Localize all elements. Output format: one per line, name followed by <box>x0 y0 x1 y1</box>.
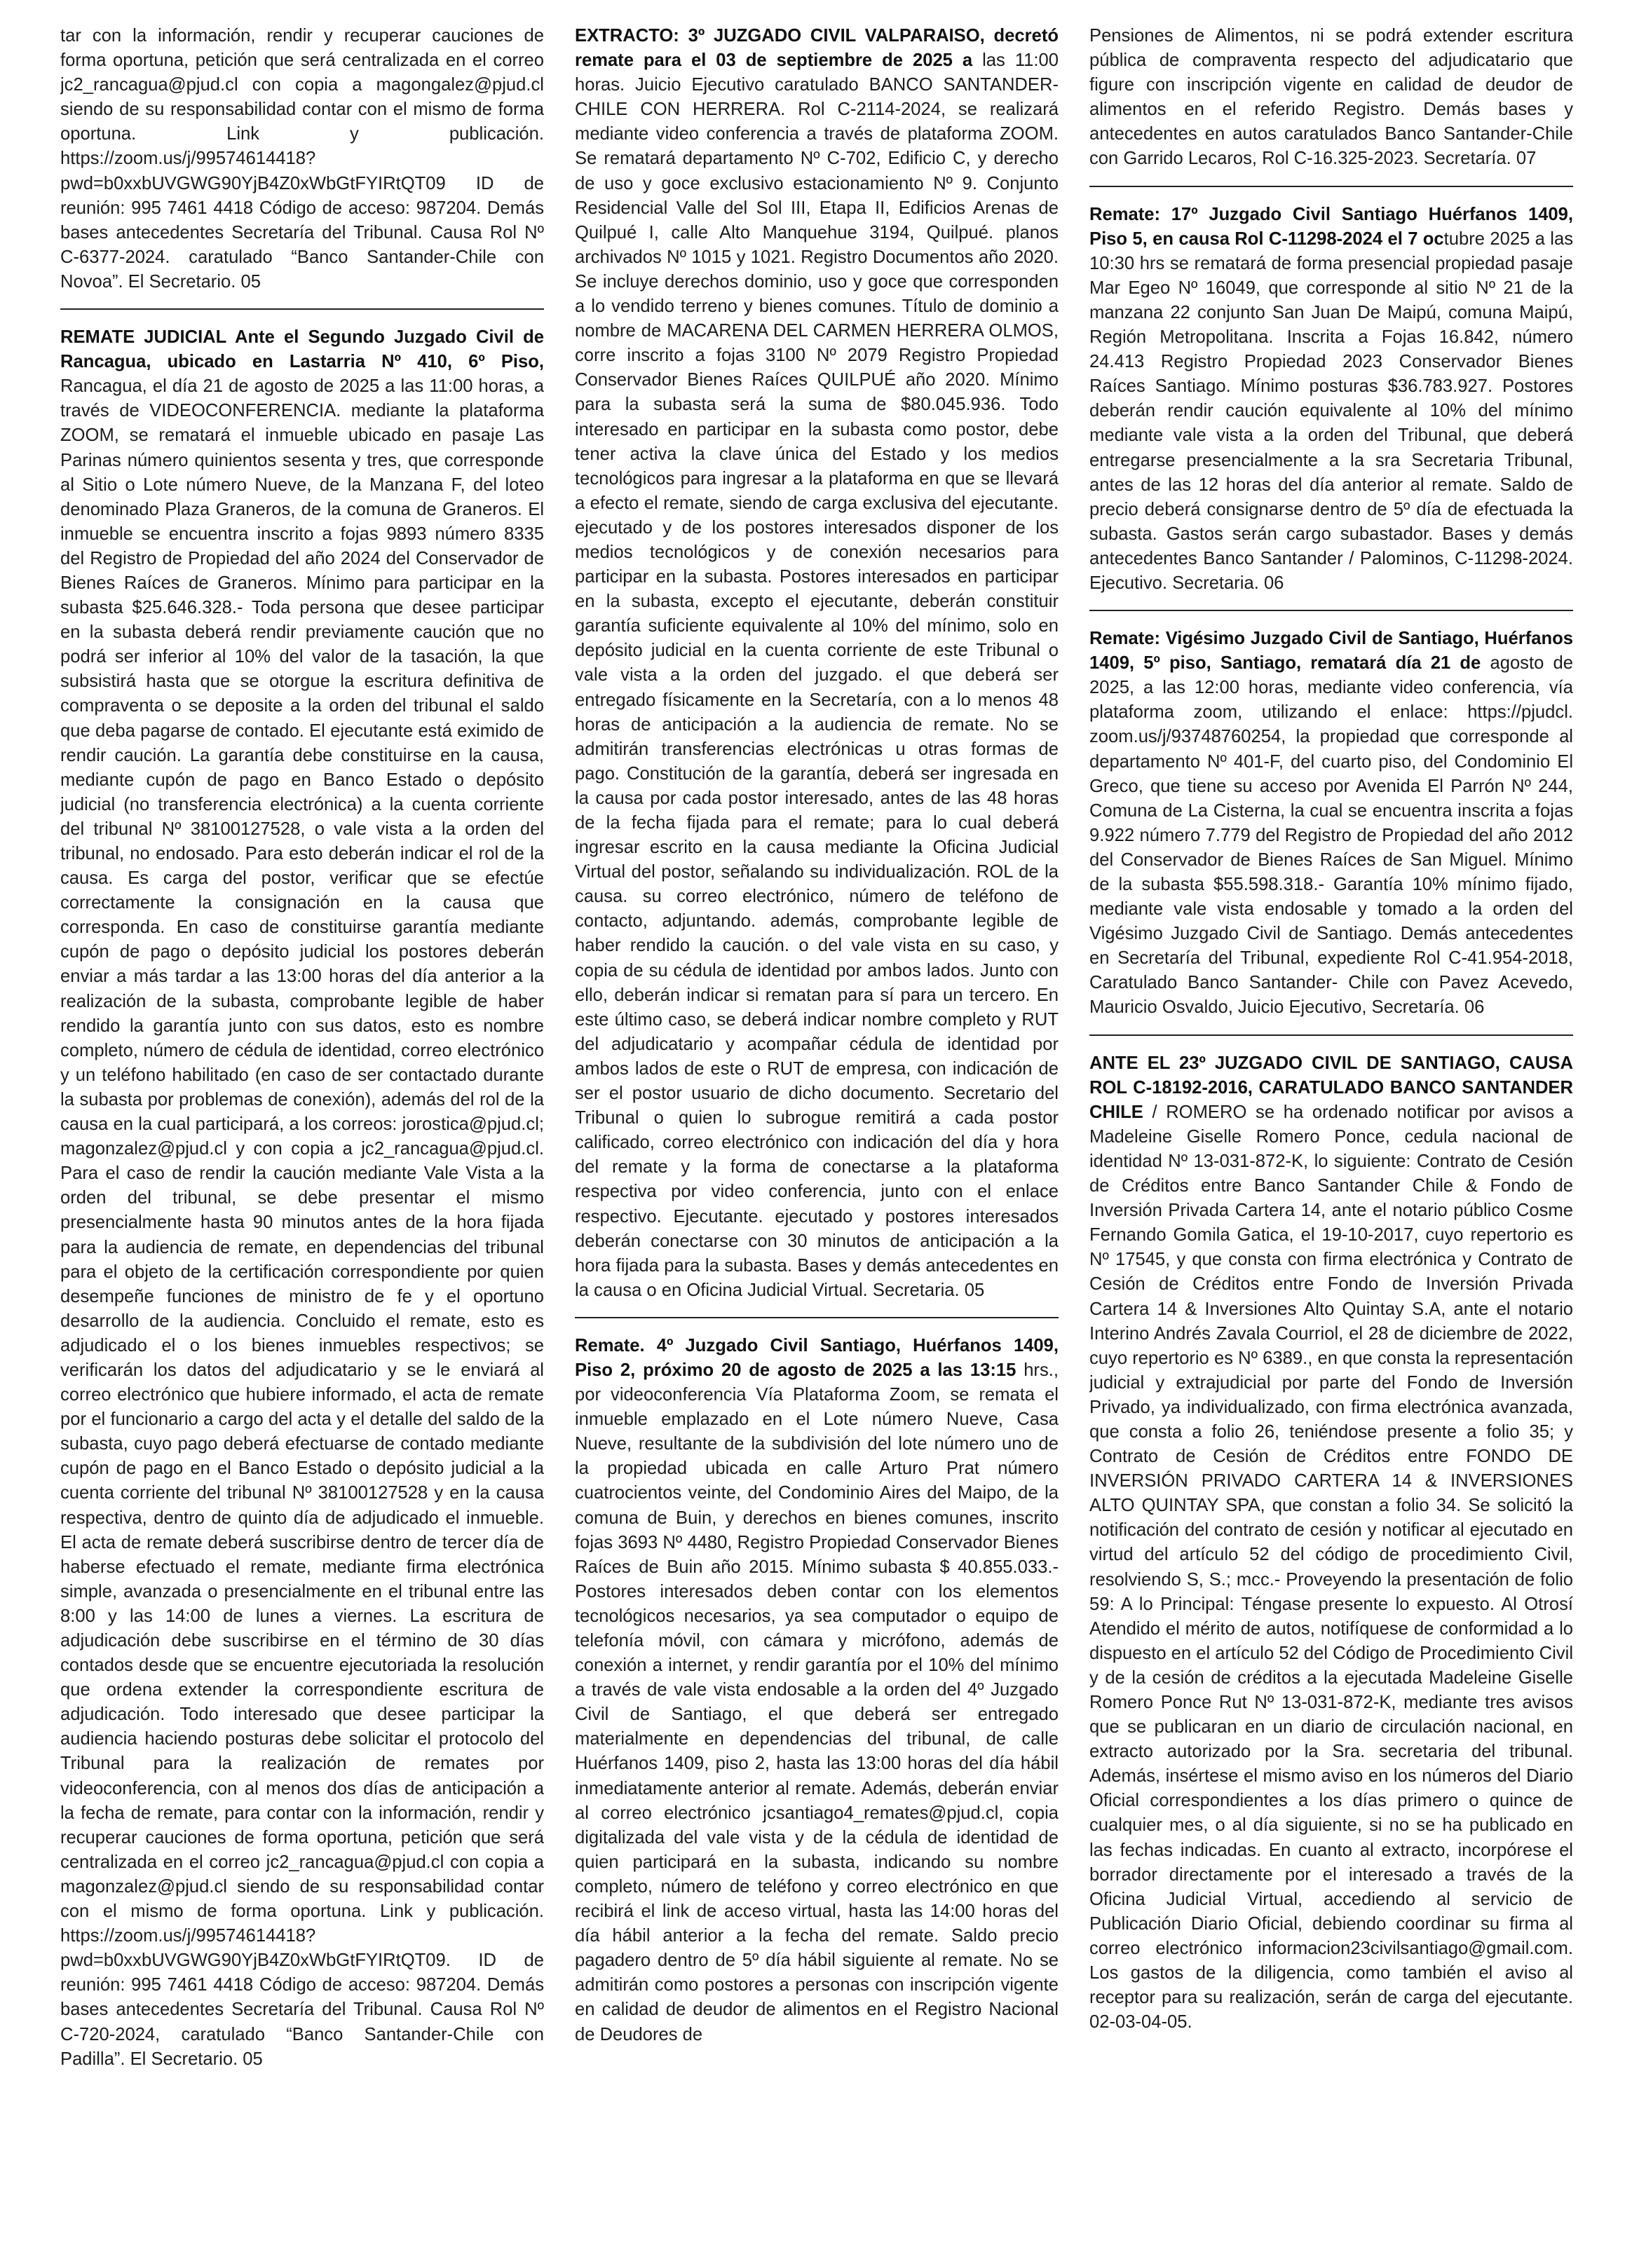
notice-heading: Remate: Vigésimo Juzgado Civil de Santiago, Huérfanos 1409, 5º piso, Santiago, rematará día 21 de <box>1089 629 1573 674</box>
column-1 <box>60 24 544 2246</box>
notice-separator <box>1089 610 1573 611</box>
notice-body: tar con la información, rendir y recuperar cauciones de forma oportuna, petición que será centralizada en el correo jc2_rancagua@pjud.cl con copia a magongalez@pjud.cl siendo de su responsabilidad contar con el mismo de forma oportuna. Link y publicación. https://zoom.us/j/99574614418?pwd=b0xxbUVGWG90YjB4Z0xWbGtFYIRtQT09 ID de reunión: 995 7461 4418 Código de acceso: 987204. Demás bases antecedentes Secretaría del Tribunal. Causa Rol Nº C-6377-2024. caratulado “Banco Santander-Chile con Novoa”. El Secretario. 05 <box>60 26 544 292</box>
notice-body: hrs., por videoconferencia Vía Plataforma Zoom, se remata el inmueble emplazado en el Lote número Nueve, Casa Nueve, resultante de la subdivisión del lote número uno de la propiedad ubicada en calle Arturo Prat número cuatrocientos veinte, del Condominio Aires del Maipo, de la comuna de Buin, y derechos en bienes comunes, inscrito fojas 3693 Nº 4480, Registro Propiedad Conservador Bienes Raíces de Buin año 2015. Mínimo subasta $ 40.855.033.- Postores interesados deben contar con los elementos tecnológicos necesarios, ya sea computador o equipo de telefonía móvil, con cámara y micrófono, además de conexión a internet, y rendir garantía por el 10% del mínimo a través de vale vista endosable a la orden del 4º Juzgado Civil de Santiago, el que deberá ser entregado materialmente en dependencias del tribunal, de calle Huérfanos 1409, piso 2, hasta las 13:00 horas del día hábil inmediatamente anterior al remate. Además, deberán enviar al correo electrónico jcsantiago4_remates@pjud.cl, copia digitalizada del vale vista y de la cédula de identidad de quien participará en la subasta, indicando su nombre completo, número de teléfono y correo electrónico en que recibirá el link de acceso virtual, hasta las 14:00 horas del día hábil anterior a la fecha del remate. Saldo precio pagadero dentro de 5º día hábil siguiente al remate. No se admitirán como postores a personas con inscripción vigente en calidad de deudor de alimentos en el Registro Nacional de Deudores de <box>575 1360 1059 2044</box>
notice-heading: EXTRACTO: 3º JUZGADO CIVIL VALPARAISO, decretó remate para el 03 de septiembre de 2025 a <box>575 26 1059 71</box>
notice-body: las 11:00 horas. Juicio Ejecutivo caratulado BANCO SANTANDER-CHILE CON HERRERA. Rol C-2114-2024, se realizará mediante video conferencia a través de plataforma ZOOM. Se rematará departamento Nº C-702, Edificio C, y derecho de uso y goce exclusivo estacionamiento Nº 9. Conjunto Residencial Valle del Sol III, Etapa II, Edificios Arenas de Quilpué I, calle Alto Manquehue 3194, Quilpué. planos archivados Nº 1015 y 1021. Registro Documentos año 2020. Se incluye derechos dominio, uso y goce que corresponden a lo vendido terreno y bienes comunes. Título de dominio a nombre de MACARENA DEL CARMEN HERRERA OLMOS, corre inscrito a fojas 3100 Nº 2079 Registro Propiedad Conservador Bienes Raíces QUILPUÉ año 2020. Mínimo para la subasta será la suma de $80.045.936. Todo interesado en participar en la subasta como postor, debe tener activa la clave única del Estado y los medios tecnológicos para ingresar a la plataforma en que se llevará a efecto el remate, siendo de carga exclusiva del ejecutante. ejecutado y de los postores interesados disponer de los medios tecnológicos y de conexión necesarios para participar en la subasta. Postores interesados en participar en la subasta, excepto el ejecutante, deberán constituir garantía suficiente equivalente al 10% del mínimo, solo en depósito judicial en la cuenta corriente de este Tribunal o vale vista a la orden del juzgado. el que deberá ser entregado físicamente en la Secretaría, con a lo menos 48 horas de anticipación a la audiencia de remate. No se admitirán transferencias electrónicas u otras formas de pago. Constitución de la garantía, deberá ser ingresada en la causa por cada postor interesado, antes de las 48 horas de la fecha fijada para el remate; para lo cual deberá ingresar escrito en la causa mediante la Oficina Judicial Virtual del postor, señalando su individualización. ROL de la causa. su correo electrónico, número de teléfono de contacto, adjuntando. además, comprobante legible de haber rendido la caución. o del vale vista en su caso, y copia de su cédula de identidad por ambos lados. Junto con ello, deberán indicar si rematan para sí para un tercero. En este último caso, se deberá indicar nombre completo y RUT del adjudicatario y acompañar cédula de identidad por ambos lados de este o RUT de empresa, con indicación de ser el postor usuario de dicho documento. Secretario del Tribunal o quien lo subrogue remitirá a cada postor calificado, correo electrónico con indicación del día y hora del remate y la forma de conectarse a la plataforma respectiva por video conferencia, junto con el enlace respectivo. Ejecutante. ejecutado y postores interesados deberán conectarse con 30 minutos de anticipación a la hora fijada para la subasta. Bases y demás antecedentes en la causa o en Oficina Judicial Virtual. Secretaria. 05 <box>575 50 1059 1300</box>
column-3 <box>1089 24 1573 2246</box>
notice-remate-4-juzgado-santiago <box>575 1334 1059 2057</box>
notice-heading: Remate. 4º Juzgado Civil Santiago, Huérfanos 1409, Piso 2, próximo 20 de agosto de 2025 a las 13:15 <box>575 1335 1059 1380</box>
notice-remate-rancagua-padilla <box>60 325 544 2082</box>
notice-separator <box>575 1317 1059 1318</box>
notice-separator <box>60 308 544 310</box>
notice-separator <box>1089 1034 1573 1036</box>
notice-heading: ANTE EL 23º JUZGADO CIVIL DE SANTIAGO, CAUSA ROL C-18192-2016, CARATULADO BANCO SANTANDER CHILE <box>1089 1053 1573 1122</box>
notice-remate-17-juzgado-santiago <box>1089 203 1573 606</box>
notice-23-juzgado-notificacion-romero <box>1089 1051 1573 2045</box>
notice-body: tubre 2025 a las 10:30 hrs se rematará de forma presencial propiedad pasaje Mar Egeo Nº 16049, que corresponde al sitio Nº 21 de la manzana 22 conjunto San Juan De Maipú, comuna Maipú, Región Metropolitana. Inscrita a Fojas 16.842, número 24.413 Registro Propiedad 2023 Conservador Bienes Raíces Santiago. Mínimo posturas $36.783.927. Postores deberán rendir caución equivalente al 10% del mínimo mediante vale vista a la orden del Tribunal, que deberá entregarse presencialmente a la sra Secretaria Tribunal, antes de las 12 horas del día anterior al remate. Saldo de precio deberá consignarse dentro de 5º día de efectuada la subasta. Gastos serán cargo subastador. Bases y demás antecedentes Banco Santander / Palominos, C-11298-2024. Ejecutivo. Secretaria. 06 <box>1089 228 1573 593</box>
notice-remate-20-juzgado-santiago <box>1089 627 1573 1030</box>
notice-body: Pensiones de Alimentos, ni se podrá extender escritura pública de compraventa respecto del adjudicatario que figure con inscripción vigente en calidad de deudor de alimentos en el referido Registro. Demás bases y antecedentes en autos caratulados Banco Santander-Chile con Garrido Lecaros, Rol C-16.325-2023. Secretaría. 07 <box>1089 26 1573 169</box>
column-2 <box>575 24 1059 2246</box>
notice-heading: REMATE JUDICIAL Ante el Segundo Juzgado Civil de Rancagua, ubicado en Lastarria Nº 410, 6º Piso, <box>60 327 544 372</box>
notice-body: Rancagua, el día 21 de agosto de 2025 a las 11:00 horas, a través de VIDEOCONFERENCIA. mediante la plataforma ZOOM, se rematará el inmueble ubicado en pasaje Las Parinas número quinientos sesenta y tres, que corresponde al Sitio o Lote número Nueve, de la Manzana F, del loteo denominado Plaza Graneros, de la comuna de Graneros. El inmueble se encuentra inscrito a fojas 9893 número 8335 del Registro de Propiedad del año 2024 del Conservador de Bienes Raíces de Graneros. Mínimo para participar en la subasta $25.646.328.- Toda persona que desee participar en la subasta deberá rendir previamente caución que no podrá ser inferior al 10% del valor de la tasación, la que subsistirá hasta que se otorgue la escritura definitiva de compraventa o se deposite a la orden del tribunal el saldo que deba pagarse de contado. El ejecutante está eximido de rendir caución. La garantía debe constituirse en la causa, mediante cupón de pago en Banco Estado o depósito judicial (no transferencia electrónica) a la cuenta corriente del tribunal Nº 38100127528, o vale vista a la orden del tribunal, no endosado. Para esto deberán indicar el rol de la causa. Es carga del postor, verificar que se efectúe correctamente la consignación en la causa que corresponda. En caso de constituirse garantía mediante cupón de pago o depósito judicial los postores deberán enviar a más tardar a las 13:00 horas del día anterior a la realización de la subasta, comprobante legible de haber rendido la garantía junto con sus datos, esto es nombre completo, número de cédula de identidad, correo electrónico y un teléfono habilitado (en caso de ser contactado durante la subasta por problemas de conexión), además del rol de la causa en la cual participará, a los correos: jorostica@pjud.cl; magonzalez@pjud.cl y con copia a jc2_rancagua@pjud.cl. Para el caso de rendir la caución mediante Vale Vista a la orden del tribunal, se debe presentar el mismo presencialmente hasta 90 minutos antes de la hora fijada para la audiencia de remate, en dependencias del tribunal para el objeto de la certificación correspondiente por quien desempeñe funciones de ministro de fe y el oportuno desarrollo de la audiencia. Concluido el remate, esto es adjudicado el o los bienes inmuebles respectivos; se verificarán los datos del adjudicatario y se le enviará al correo electrónico que hubiere informado, el acta de remate por el funcionario a cargo del acta y el detalle del saldo de la subasta, cuyo pago deberá efectuarse de contado mediante cupón de pago en el Banco Estado o depósito judicial a la cuenta corriente del tribunal Nº 38100127528 y en la causa respectiva, dentro de quinto día de adjudicado el inmueble. El acta de remate deberá suscribirse dentro de tercer día de haberse efectuado el remate, mediante firma electrónica simple, avanzada o presencialmente en el tribunal entre las 8:00 y las 14:00 de lunes a viernes. La escritura de adjudicación debe suscribirse en el término de 30 días contados desde que se encuentre ejecutoriada la resolución que ordena extender la correspondiente escritura de adjudicación. Todo interesado que desee participar la audiencia haciendo posturas debe solicitar el protocolo del Tribunal para la realización de remates por videoconferencia, con al menos dos días de anticipación a la fecha de remate, para contar con la información, rendir y recuperar cauciones de forma oportuna, petición que será centralizada en el correo jc2_rancagua@pjud.cl con copia a magonzalez@pjud.cl siendo de su responsabilidad contar con el mismo de forma oportuna. Link y publicación. https://zoom.us/j/99574614418?pwd=b0xxbUVGWG90YjB4Z0xWbGtFYIRtQT09. ID de reunión: 995 7461 4418 Código de acceso: 987204. Demás bases antecedentes Secretaría del Tribunal. Causa Rol Nº C-720-2024, caratulado “Banco Santander-Chile con Padilla”. El Secretario. 05 <box>60 376 544 2069</box>
notice-remate-valparaiso-herrera <box>575 24 1059 1313</box>
notice-continuation-rancagua-novoa <box>60 24 544 304</box>
notice-continuation-garrido-lecaros <box>1089 24 1573 182</box>
notice-separator <box>1089 186 1573 187</box>
notice-body: agosto de 2025, a las 12:00 horas, mediante video conferencia, vía plataforma zoom, utilizando el enlace: https://pjudcl. zoom.us/j/93748760254, la propiedad que corresponde al departamento Nº 401-F, del cuarto piso, del Condominio El Greco, que tiene su acceso por Avenida El Parrón Nº 244, Comuna de La Cisterna, la cual se encuentra inscrita a fojas 9.922 número 7.779 del Registro de Propiedad del año 2012 del Conservador de Bienes Raíces de San Miguel. Mínimo de la subasta $55.598.318.- Garantía 10% mínimo fijado, mediante vale vista endosable y tomado a la orden del Vigésimo Juzgado Civil de Santiago. Demás antecedentes en Secretaría del Tribunal, expediente Rol C-41.954-2018, Caratulado Banco Santander- Chile con Pavez Acevedo, Mauricio Osvaldo, Juicio Ejecutivo, Secretaría. 06 <box>1089 653 1573 1018</box>
notice-body: / ROMERO se ha ordenado notificar por avisos a Madeleine Giselle Romero Ponce, cedula nacional de identidad Nº 13-031-872-K, lo siguiente: Contrato de Cesión de Créditos entre Banco Santander Chile & Fondo de Inversión Privada Cartera 14, ante el notario público Cosme Fernando Gomila Gatica, el 19-10-2017, cuyo repertorio es Nº 17545, y que consta con firma electrónica y Contrato de Cesión de Créditos entre Fondo de Inversión Privada Cartera 14 & Inversiones Alto Quintay S.A, ante el notario Interino Andrés Zavala Courriol, el 28 de diciembre de 2022, cuyo repertorio es Nº 6389., en que consta la representación judicial y extrajudicial por parte del Fondo de Inversión Privado, ya individualizado, con firma electrónica avanzada, que consta a folio 26, teniéndose presente a folio 35; y Contrato de Cesión de Créditos entre FONDO DE INVERSIÓN PRIVADO CARTERA 14 & INVERSIONES ALTO QUINTAY SPA, que constan a folio 34. Se solicitó la notificación del contrato de cesión y notificar al ejecutado en virtud del artículo 52 del código de procedimiento Civil, resolviendo S, S.; mcc.- Proveyendo la presentación de folio 59: A lo Principal: Téngase presente lo expuesto. Al Otrosí Atendido el mérito de autos, notifíquese de conformidad a lo dispuesto en el artículo 52 del Código de Procedimiento Civil y de la cesión de créditos a la ejecutada Madeleine Giselle Romero Ponce Rut Nº 13-031-872-K, mediante tres avisos que se publicaran en un diario de circulación nacional, en extracto autorizado por la Sra. secretaria del tribunal. Además, insértese el mismo aviso en los números del Diario Oficial correspondientes a los días primero o quince de cualquier mes, o al día siguiente, si no se ha publicado en las fechas indicadas. En cuanto al extracto, incorpórese el borrador directamente por el interesado a través de la Oficina Judicial Virtual, accediendo al servicio de Publicación Diario Oficial, debiendo coordinar su firma al correo electrónico informacion23civilsantiago@gmail.com. Los gastos de la diligencia, como también el aviso al receptor para su realización, serán de carga del ejecutante. 02-03-04-05. <box>1089 1102 1573 2033</box>
notice-heading: Remate: 17º Juzgado Civil Santiago Huérfanos 1409, Piso 5, en causa Rol C-11298-2024 el 7 oc <box>1089 204 1573 249</box>
legal-notices-page <box>60 24 1573 2246</box>
